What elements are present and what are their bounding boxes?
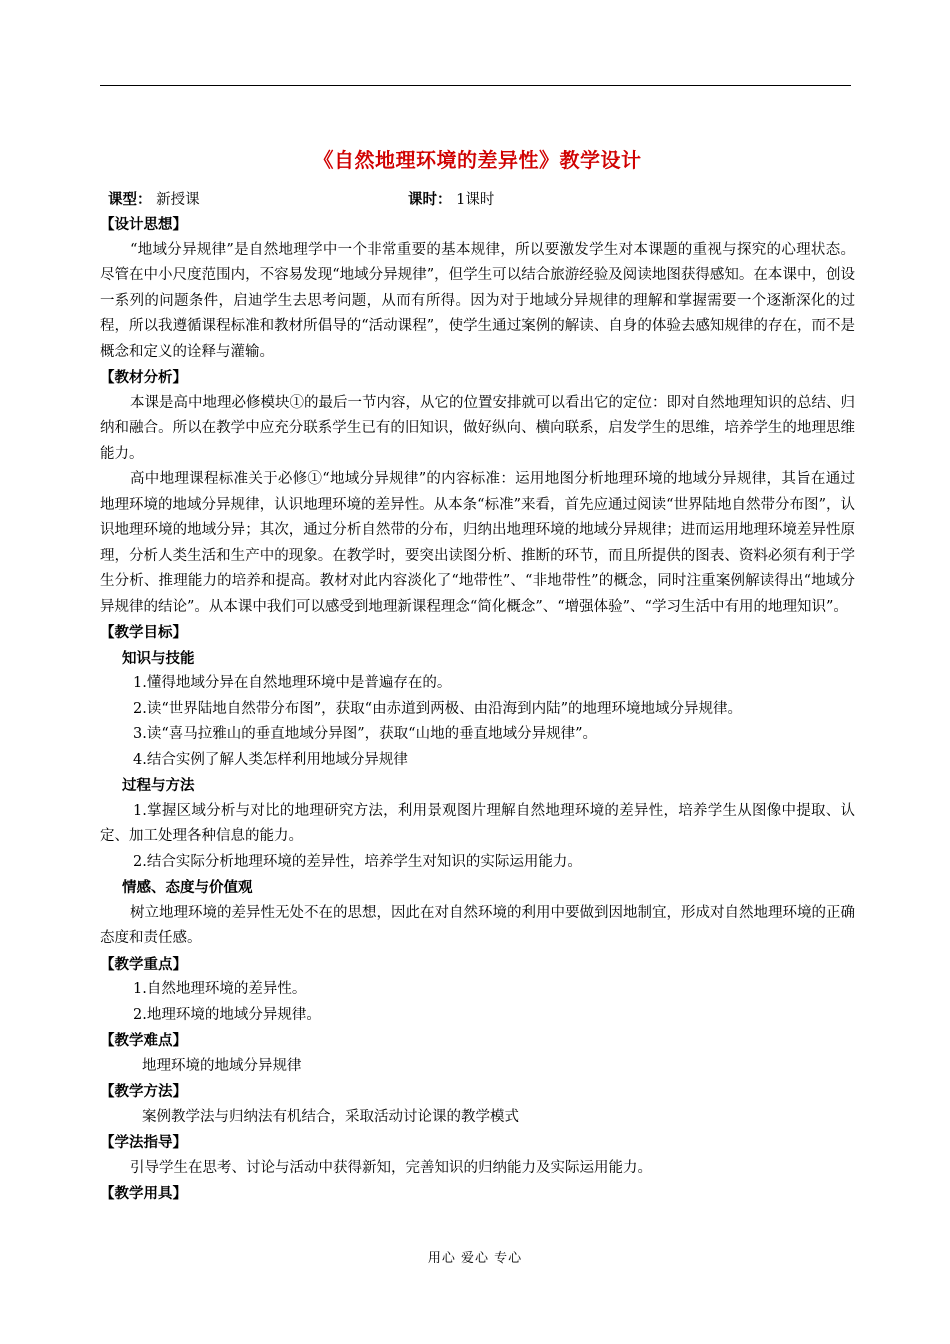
section-heading-difficulty: 【教学难点】 [100, 1032, 187, 1049]
design-paragraph: “地域分异规律”是自然地理学中一个非常重要的基本规律，所以要激发学生对本课题的重视与探究的心理状态。尽管在中小尺度范围内，不容易发现“地域分异规律”，但学生可以结合旅游经验及阅读地图获得感知。在本课中，创设一系列的问题条件，启迪学生去思考问题，从而有所得。因为对于地域分异规律的理解和掌握需要一个逐渐深化的过程，所以我遵循课程标准和教材所倡导的“活动课程”，使学生通过案例的解读、自身的体验去感知规律的存在，而不是概念和定义的诠释与灌输。 [100, 241, 855, 360]
lesson-type-label: 课型 [108, 191, 137, 208]
key-point-item: 2.地理环境的地域分异规律。 [133, 1006, 321, 1023]
guidance-text: 引导学生在思考、讨论与活动中获得新知，完善知识的归纳能力及实际运用能力。 [130, 1159, 652, 1176]
lesson-type-value: 新授课 [156, 192, 200, 208]
lesson-period-label: 课时 [408, 191, 437, 208]
lesson-period-value: 1课时 [456, 192, 495, 208]
goals-knowledge-item: 4.结合实例了解人类怎样利用地域分异规律 [133, 751, 408, 768]
goals-emotion-text: 树立地理环境的差异性无处不在的思想，因此在对自然环境的利用中要做到因地制宜，形成对自然地理环境的正确态度和责任感。 [100, 904, 855, 946]
section-heading-method: 【教学方法】 [100, 1083, 187, 1100]
section-heading-goals: 【教学目标】 [100, 624, 187, 641]
lesson-period: 课时： 1课时 [408, 191, 495, 208]
difficulty-text: 地理环境的地域分异规律 [142, 1057, 302, 1074]
goals-emotion-label: 情感、态度与价值观 [122, 879, 253, 896]
goals-process-label: 过程与方法 [122, 777, 195, 794]
material-paragraph-1: 本课是高中地理必修模块①的最后一节内容，从它的位置安排就可以看出它的定位：即对自然地理知识的总结、归纳和融合。所以在教学中应充分联系学生已有的旧知识，做好纵向、横向联系，启发学生的思维，培养学生的地理思维能力。 [100, 394, 855, 462]
goals-knowledge-item: 3.读“喜马拉雅山的垂直地域分异图”，获取“山地的垂直地域分异规律”。 [133, 726, 597, 742]
section-heading-design: 【设计思想】 [100, 216, 187, 233]
section-heading-guidance: 【学法指导】 [100, 1134, 187, 1151]
header-rule [100, 85, 851, 86]
goals-knowledge-item: 1.懂得地域分异在自然地理环境中是普遍存在的。 [133, 675, 452, 691]
goals-process-item: 2.结合实际分析地理环境的差异性，培养学生对知识的实际运用能力。 [133, 853, 582, 870]
key-point-item: 1.自然地理环境的差异性。 [133, 981, 307, 997]
goals-knowledge-label: 知识与技能 [122, 649, 195, 667]
goals-knowledge-item: 2.读“世界陆地自然带分布图”，获取“由赤道到两极、由沿海到内陆”的地理环境地域分异规律。 [133, 700, 742, 717]
section-heading-material: 【教材分析】 [100, 369, 187, 386]
document-body [100, 146, 855, 1207]
material-paragraph-2: 高中地理课程标准关于必修①“地域分异规律”的内容标准：运用地图分析地理环境的地域分异规律，其旨在通过地理环境的地域分异规律，认识地理环境的差异性。从本条“标准”来看，首先应通过阅读“世界陆地自然带分布图”，认识地理环境的地域分异；其次，通过分析自然带的分布，归纳出地理环境的地域分异规律；进而运用地理环境差异性原理，分析人类生活和生产中的现象。在教学时，要突出读图分析、推断的环节，而且所提供的图表、资料必须有利于学生分析、推理能力的培养和提高。教材对此内容淡化了“地带性”、“非地带性”的概念，同时注重案例解读得出“地域分异规律的结论”。从本课中我们可以感受到地理新课程理念“简化概念”、“增强体验”、“学习生活中有用的地理知识”。 [100, 471, 855, 615]
goals-process-item: 1.掌握区域分析与对比的地理研究方法，利用景观图片理解自然地理环境的差异性，培养学生从图像中提取、认定、加工处理各种信息的能力。 [100, 802, 855, 844]
lesson-type: 课型： 新授课 [108, 191, 200, 208]
section-heading-tools: 【教学用具】 [100, 1185, 187, 1202]
method-text: 案例教学法与归纳法有机结合，采取活动讨论课的教学模式 [142, 1108, 519, 1125]
section-heading-key-points: 【教学重点】 [100, 955, 187, 973]
document-title: 《自然地理环境的差异性》教学设计 [313, 148, 642, 172]
lesson-meta [100, 188, 855, 212]
page-footer: 用心 爱心 专心 [427, 1251, 523, 1266]
